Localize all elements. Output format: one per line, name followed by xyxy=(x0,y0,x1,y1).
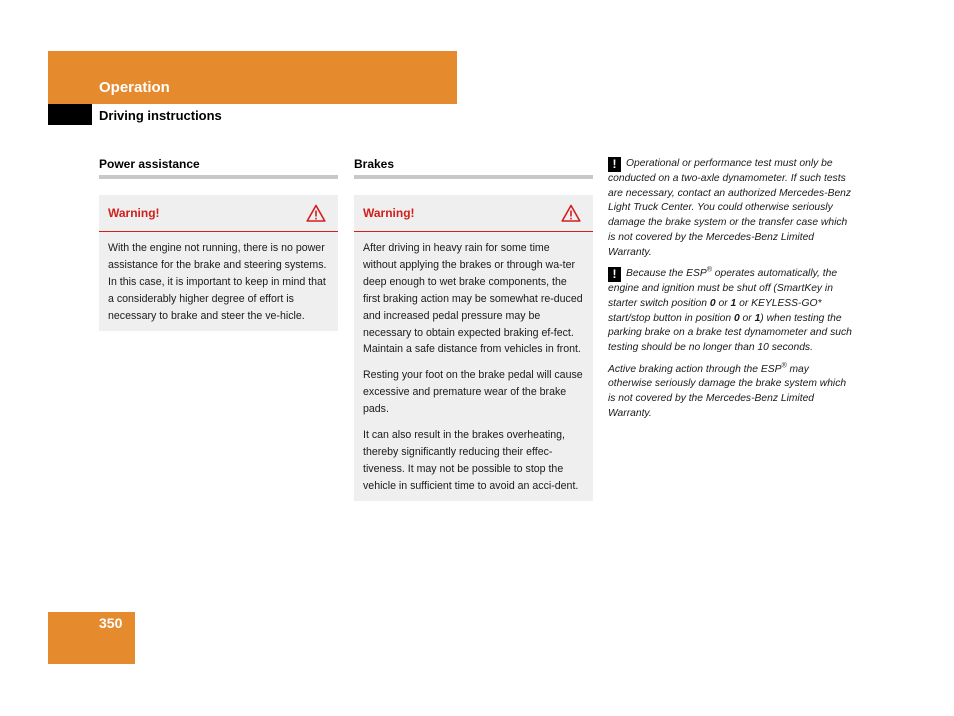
warning-body xyxy=(354,232,593,501)
power-assistance-warning-box xyxy=(99,195,338,331)
note-text: operates automatically, the engine and ignition must be shut off (SmartKey in starter switch position xyxy=(608,268,838,309)
switch-position: 1 xyxy=(730,297,737,309)
exclamation-icon: ! xyxy=(608,157,621,172)
warning-paragraph: With the engine not running, there is no power assistance for the brake and steering systems. In this case, it is important to keep in mind that a considerably higher degree of effort is necessary to brake and steer the ve-hicle. xyxy=(108,242,327,322)
note-text: or xyxy=(715,297,731,309)
note-text: or xyxy=(739,312,755,324)
warning-triangle-icon xyxy=(561,204,581,222)
switch-position: 0 xyxy=(733,312,740,324)
warning-triangle-icon xyxy=(306,204,326,222)
warning-header xyxy=(354,195,593,232)
note-text: ) when testing the parking brake on a brake test dynamometer and such testing should be no longer than 10 seconds. xyxy=(608,312,852,354)
warning-label: Warning! xyxy=(363,206,415,220)
warning-paragraph: It can also result in the brakes overheating, thereby significantly reducing their effec-tiveness. It may not be possible to stop the vehicle in sufficient time to avoid an acci-dent. xyxy=(363,429,579,492)
note-esp-testing xyxy=(608,267,853,356)
note-text: or KEYLESS-GO* start/stop button in position xyxy=(608,297,822,324)
warning-body xyxy=(99,232,338,331)
switch-position: 1 xyxy=(754,312,761,324)
registered-mark: ® xyxy=(706,266,712,274)
warning-paragraph: Resting your foot on the brake pedal will cause excessive and premature wear of the brake pads. xyxy=(363,369,583,416)
note-text: may otherwise seriously damage the brake system which is not covered by the Mercedes-Benz Limited Warranty. xyxy=(608,363,847,419)
note-dynamometer xyxy=(608,157,853,260)
brakes-column xyxy=(354,157,593,501)
brakes-heading: Brakes xyxy=(354,157,593,179)
note-text: Because the ESP xyxy=(626,268,707,280)
notes-column xyxy=(608,157,853,429)
note-text: Active braking action through the ESP xyxy=(608,363,782,375)
warning-paragraph: After driving in heavy rain for some time without applying the brakes or through wa-ter deep enough to wet brake components, the first braking action may be somewhat re-duced and increased pedal pressure may be necessary to obtain expected braking ef-fect. Maintain a safe distance from vehicles in front. xyxy=(363,242,583,356)
warning-header xyxy=(99,195,338,232)
power-assistance-column xyxy=(99,157,338,331)
brakes-warning-box xyxy=(354,195,593,501)
header-band xyxy=(48,51,457,104)
note-text: Operational or performance test must only be conducted on a two-axle dynamometer. If such tests are necessary, contact an authorized Mercedes-Benz Light Truck Center. You could otherwise seriously damage the brake system or the transfer case which is not covered by the Mercedes-Benz Limited Warranty. xyxy=(608,158,852,258)
page-number-box xyxy=(48,612,135,664)
section-title: Operation xyxy=(99,79,170,96)
switch-position: 0 xyxy=(709,297,716,309)
registered-mark: ® xyxy=(781,362,787,370)
section-tab-marker xyxy=(48,104,92,125)
note-esp-braking xyxy=(608,363,853,422)
subsection-title: Driving instructions xyxy=(99,108,222,123)
page-number: 350 xyxy=(99,615,123,631)
exclamation-icon: ! xyxy=(608,267,621,282)
power-assistance-heading: Power assistance xyxy=(99,157,338,179)
warning-label: Warning! xyxy=(108,206,160,220)
